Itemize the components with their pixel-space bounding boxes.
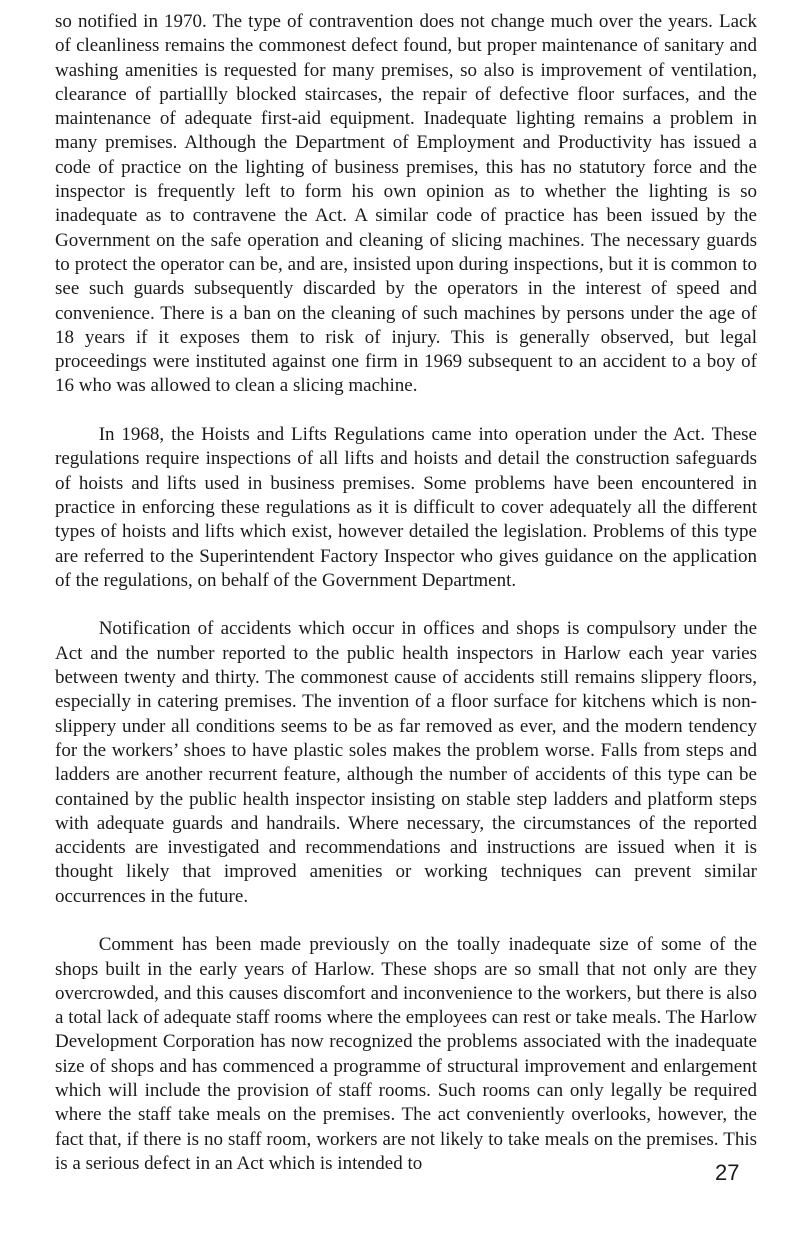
paragraph-shop-size: Comment has been made previously on the toally inadequate size of some of the shops built in the early years of Harlow. These shops are so small that not only are they overcrowded, and this causes discomfort and inconvenience to the workers, but there is also a total lack of adequate staff rooms where the employees can rest or take meals. The Harlow Development Corporation has now recognized the problems associated with the inadequate size of shops and has commenced a programme of structural improvement and enlargement which will include the provision of staff rooms. Such rooms can only legally be required where the staff take meals on the premises. The act conveniently overlooks, however, the fact that, if there is no staff room, workers are not likely to take meals on the premises. This is a serious defect in an Act which is intended to [55, 934, 757, 1174]
paragraph-contraventions: so notified in 1970. The type of contravention does not change much over the years. Lack of cleanliness remains the commonest defect found, but proper maintenance of sanitary and washing amenities is requested for many premises, so also is improvement of ventilation, clearance of partiallly blocked staircases, the repair of defective floor surfaces, and the maintenance of adequate first-aid equipment. Inadequate lighting remains a problem in many premises. Although the Department of Employment and Productivity has issued a code of practice on the lighting of business premises, this has no statutory force and the inspector is frequently left to form his own opinion as to whether the lighting is so inadequate as to contravene the Act. A similar code of practice has been issued by the Government on the safe operation and cleaning of slicing machines. The necessary guards to protect the operator can be, and are, insisted upon during inspections, but it is common to see such guards subsequently discarded by the operators in the interest of speed and convenience. There is a ban on the cleaning of such machines by persons under the age of 18 years if it exposes them to risk of injury. This is generally observed, but legal proceedings were instituted against one firm in 1969 subsequent to an accident to a boy of 16 who was allowed to clean a slicing machine. [55, 11, 757, 397]
page-number: 27 [715, 1160, 740, 1185]
paragraph-accidents: Notification of accidents which occur in offices and shops is compulsory under the Act and the number reported to the public health inspectors in Harlow each year varies between twenty and thirty. The commonest cause of accidents still remains slippery floors, especially in catering premises. The invention of a floor surface for kitchens which is non-slippery under all conditions seems to be as far removed as ever, and the modern tendency for the workers’ shoes to have plastic soles makes the problem worse. Falls from steps and ladders are another recurrent feature, although the number of accidents of this type can be contained by the public health inspector insisting on stable step ladders and platform steps with adequate guards and handrails. Where necessary, the circumstances of the reported accidents are investigated and recommendations and instructions are issued when it is thought likely that improved amenities or working techniques can prevent similar occurrences in the future. [55, 618, 757, 907]
paragraph-hoists-lifts: In 1968, the Hoists and Lifts Regulations came into operation under the Act. These regulations require inspections of all lifts and hoists and detail the construction safeguards of hoists and lifts used in business premises. Some problems have been encountered in practice in enforcing these regulations as it is difficult to cover adequately all the different types of hoists and lifts which exist, however detailed the legislation. Problems of this type are referred to the Superintendent Factory Inspector who gives guidance on the application of the regulations, on behalf of the Government Department. [55, 424, 757, 591]
document-page [55, 10, 757, 1201]
